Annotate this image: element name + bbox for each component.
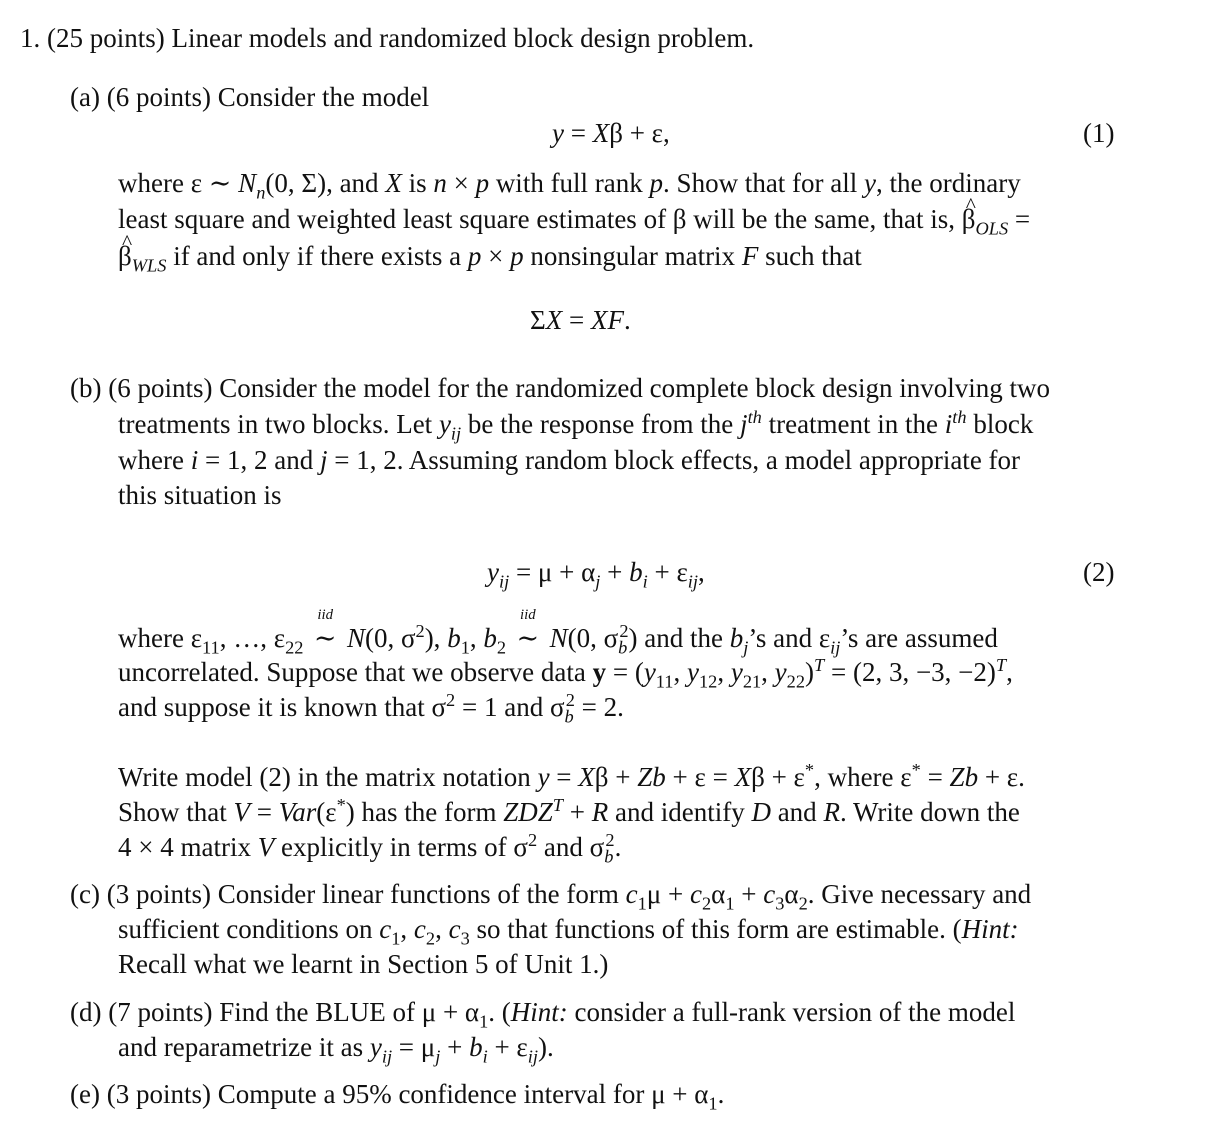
part-b-line-2: treatments in two blocks. Let $y_{ij}$ be the response from the $j^{th}$ treatment in the $i^{th}$ block — [118, 407, 1034, 444]
part-e-label: (e) — [70, 1079, 100, 1109]
part-a-points: (6 points) — [106, 82, 211, 112]
question-number: 1. — [20, 23, 41, 53]
part-b-label: (b) — [70, 373, 102, 403]
part-a-text-line-3: ^ $\beta_{WLS}$ if and only if there exists a p × p nonsingular matrix F such that — [118, 240, 862, 272]
part-c-line-3: Recall what we learnt in Section 5 of Unit 1.) — [118, 949, 609, 979]
part-d-label: (d) — [70, 997, 102, 1027]
part-e-points: (3 points) — [106, 1079, 211, 1109]
question-points: (25 points) — [47, 23, 165, 53]
part-d-hint: Hint: — [510, 997, 568, 1027]
part-b-line-10: 4 × 4 matrix V explicitly in terms of $\sigma^2$ and $\sigma_b^2$. — [118, 830, 622, 867]
part-b-line-7: and suppose it is known that $\sigma^2 = 1$ and $\sigma_b^2 = 2$. — [118, 690, 624, 727]
part-a-text-line-2: least square and weighted least square estimates of β will be the same, that is, ^ $\beta_{OLS}$ = — [118, 203, 1030, 235]
part-a-label: (a) — [70, 82, 100, 112]
part-b-line-3: where i = 1, 2 and j = 1, 2. Assuming random block effects, a model appropriate for — [118, 445, 1021, 475]
part-d-line-2: and reparametrize it as $y_{ij} = \mu_j + b_i + \varepsilon_{ij}$). — [118, 1032, 554, 1067]
equation-2: $y_{ij} = \mu + \alpha_j + b_i + \varepsilon_{ij}$, — [487, 557, 705, 592]
part-a-intro: Consider the model — [217, 82, 430, 112]
part-c-line-2: sufficient conditions on $c_1$, $c_2$, $c_3$ so that functions of this form are estimable. (Hint: — [118, 914, 1019, 949]
part-b-line-6: uncorrelated. Suppose that we observe data $y = (y_{11}$, $y_{12}$, $y_{21}$, $y_{22})^T = (2$, 3, −3, −2)$^T$, — [118, 655, 1013, 692]
part-d-line-1: (d) (7 points) Find the BLUE of $\mu + \alpha_1$. (Hint: consider a full-rank version of the model — [70, 997, 1016, 1032]
equation-1-number: (1) — [1083, 118, 1115, 148]
part-c-points: (3 points) — [106, 879, 211, 909]
part-e-line-1: (e) (3 points) Compute a 95% confidence interval for $\mu + \alpha_1$. — [70, 1079, 725, 1114]
part-b-points: (6 points) — [108, 373, 213, 403]
equation-2-number: (2) — [1083, 557, 1115, 587]
part-b-line-8: Write model (2) in the matrix notation y = Xβ + Zb + ε = Xβ + ε*, where ε* = Zb + ε. — [118, 760, 1025, 792]
part-b-line-9: Show that V = Var(ε*) has the form $ZDZ^T + R$ and identify D and R. Write down the — [118, 795, 1020, 827]
part-b-line-1: (b) (6 points) Consider the model for the randomized complete block design involving two — [70, 373, 1051, 403]
part-b-line-4: this situation is — [118, 480, 282, 510]
equation-sigma-x: ΣX = XF. — [530, 305, 631, 335]
part-c-line-1: (c) (3 points) Consider linear functions of the form $c_1\mu + c_2\alpha_1 + c_3\alpha_2$. Give necessary and — [70, 879, 1032, 914]
question-heading — [20, 22, 754, 54]
part-a-text-line-1: where ε ∼ $N_n(0$, Σ), and X is n × p with full rank p. Show that for all y, the ordinary — [118, 168, 1021, 203]
part-b-line-5: where $\varepsilon_{11}$, …, $\varepsilon_{22}$ iid ∼ N(0, $\sigma^2$), $b_1$, $b_2$ iid ∼ N(0, $\sigma_b^2$) and the $b_j’s$ and $\varepsilon_{ij}’s$ are assumed — [118, 607, 998, 658]
question-title: Linear models and randomized block design problem. — [171, 23, 755, 53]
part-c-hint: Hint: — [961, 914, 1019, 944]
equation-1: y = Xβ + ε, — [552, 118, 670, 148]
part-a-heading — [70, 81, 429, 113]
part-d-points: (7 points) — [108, 997, 213, 1027]
part-c-label: (c) — [70, 879, 100, 909]
